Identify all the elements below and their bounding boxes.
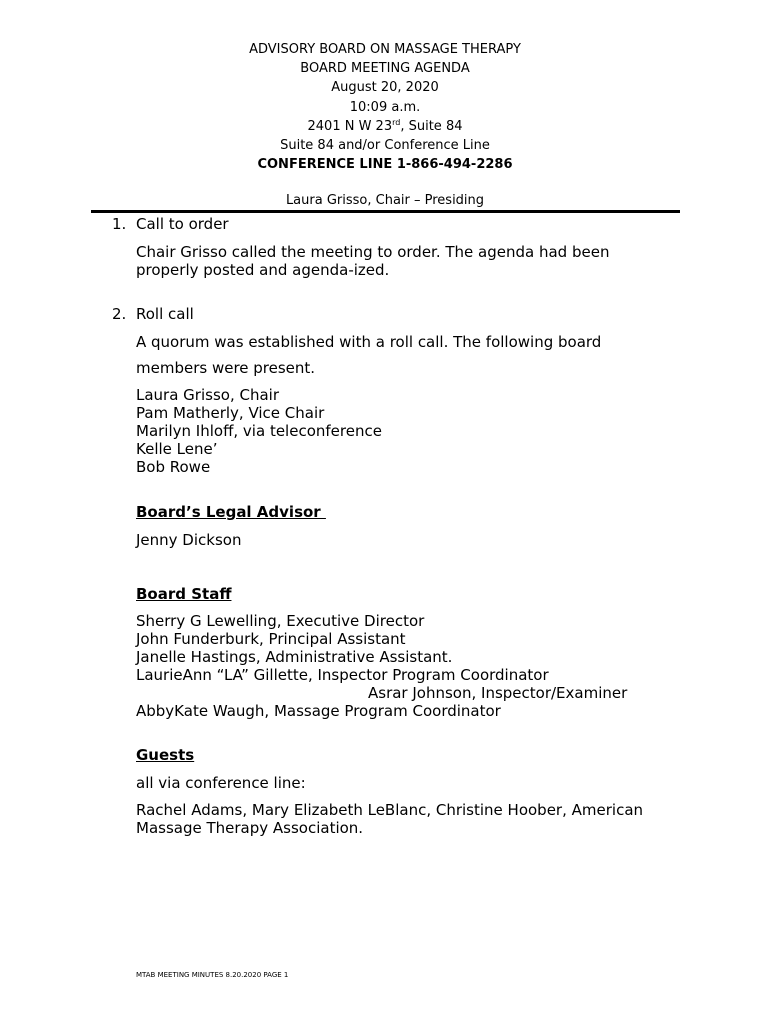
meeting-time: 10:09 a.m.: [349, 99, 421, 115]
item-title: Roll call: [136, 305, 194, 323]
staff-name: Sherry G Lewelling, Executive Director: [136, 612, 425, 630]
member-name: Pam Matherly, Vice Chair: [136, 404, 325, 422]
conference-line: CONFERENCE LINE 1-866-494-2286: [257, 157, 513, 173]
item-number: 2.: [112, 305, 127, 323]
item-body-line: members were present.: [136, 359, 316, 377]
meeting-address: 2401 N W 23rd, Suite 84: [307, 117, 463, 134]
agenda-title: BOARD MEETING AGENDA: [300, 61, 470, 77]
staff-name: Janelle Hastings, Administrative Assistant.: [136, 648, 453, 666]
horizontal-rule: [91, 210, 680, 213]
item-body-line: Chair Grisso called the meeting to order. The agenda had been: [136, 243, 610, 261]
staff-name: AbbyKate Waugh, Massage Program Coordinator: [136, 702, 501, 720]
item-title: Call to order: [136, 215, 229, 233]
staff-name: Asrar Johnson, Inspector/Examiner: [368, 684, 628, 702]
guests-line: Rachel Adams, Mary Elizabeth LeBlanc, Christine Hoober, American: [136, 801, 644, 819]
meeting-date: August 20, 2020: [331, 80, 439, 96]
member-name: Marilyn Ihloff, via teleconference: [136, 422, 382, 440]
guests-line: Massage Therapy Association.: [136, 819, 364, 837]
section-heading-staff: Board Staff: [136, 585, 232, 603]
member-name: Bob Rowe: [136, 458, 211, 476]
guests-intro: all via conference line:: [136, 774, 306, 792]
document-header: [0, 40, 770, 174]
section-heading-guests: Guests: [136, 746, 195, 764]
section-heading-legal: Board’s Legal Advisor: [136, 503, 326, 521]
board-name: ADVISORY BOARD ON MASSAGE THERAPY: [249, 42, 521, 57]
legal-advisor-name: Jenny Dickson: [136, 531, 242, 549]
item-body-line: properly posted and agenda-ized.: [136, 261, 390, 279]
member-name: Kelle Lene’: [136, 440, 218, 458]
member-name: Laura Grisso, Chair: [136, 386, 279, 404]
staff-name: John Funderburk, Principal Assistant: [136, 630, 406, 648]
item-number: 1.: [112, 215, 127, 233]
item-body-line: A quorum was established with a roll call. The following board: [136, 333, 602, 351]
page-footer: MTAB MEETING MINUTES 8.20.2020 PAGE 1: [136, 971, 289, 979]
presiding-line: Laura Grisso, Chair – Presiding: [285, 193, 485, 208]
meeting-location: Suite 84 and/or Conference Line: [280, 138, 490, 154]
staff-name: LaurieAnn “LA” Gillette, Inspector Program Coordinator: [136, 666, 549, 684]
